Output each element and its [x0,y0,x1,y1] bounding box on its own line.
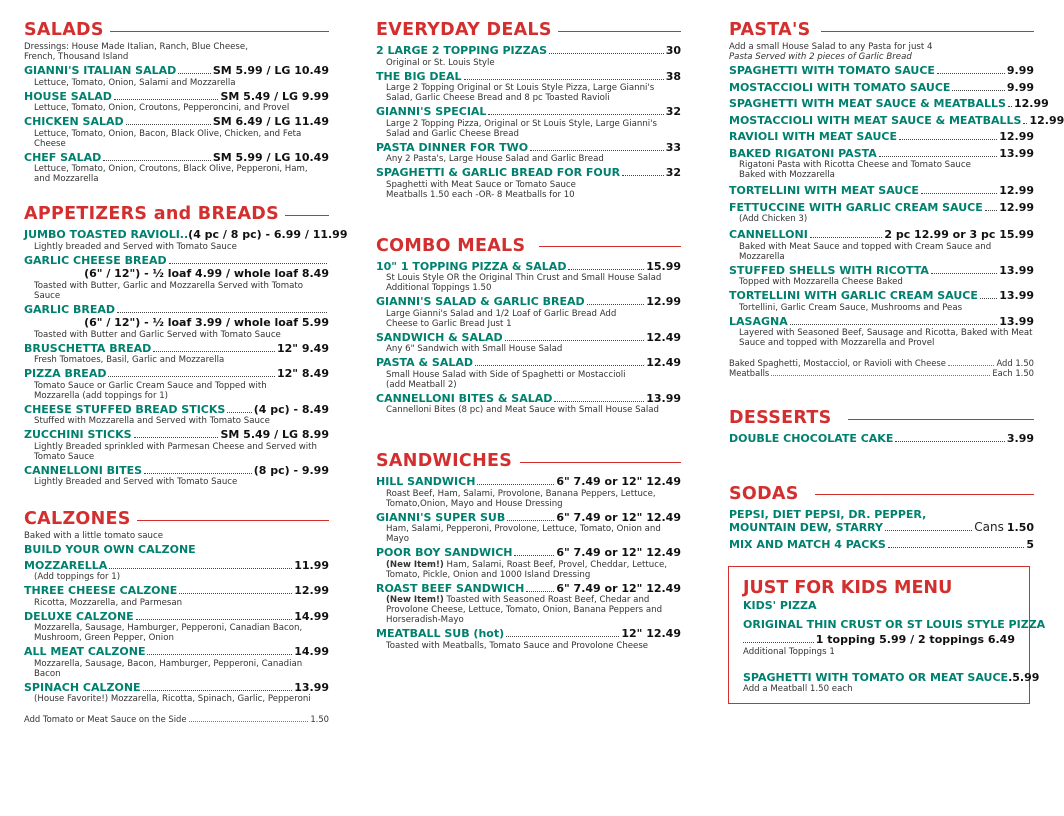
item-name: SPAGHETTI WITH TOMATO SAUCE [729,64,935,77]
item-name: SPAGHETTI WITH TOMATO OR MEAT SAUCE [743,670,1009,684]
item-price: 6" 7.49 or 12" 12.49 [556,581,681,595]
item-desc: Stuffed with Mozzarella and Served with Tomato Sauce [34,416,270,426]
everyday-list [376,44,681,200]
column-right [729,18,1064,551]
item-desc: Original or St. Louis Style [386,57,495,68]
item-price: 33 [665,140,681,154]
kids-menu-box [728,566,1046,704]
item-name: MOSTACCIOLI WITH TOMATO SAUCE [729,80,951,94]
calzones-header [24,507,329,531]
menu-item [729,184,1034,198]
item-desc: Lightly Breaded and Served with Tomato Sauce [34,477,238,487]
divider [285,215,329,216]
menu-item [24,151,329,185]
item-name: MIX AND MATCH 4 PACKS [729,537,886,551]
item-desc: Lettuce, Tomato, Onion, Croutons, Pepperoncini, and Provel [34,103,290,113]
item-price: 12.99 [1013,97,1049,110]
menu-item [729,432,1034,446]
item-desc: (Add toppings for 1) [34,572,121,582]
item-price: 12" 8.49 [276,367,329,380]
menu-item [24,645,329,679]
menu-item [24,464,329,488]
item-price: 13.99 [999,146,1034,160]
menu-item [376,105,681,139]
item-desc: Large 2 Topping Original or St Louis Style Pizza, Large Gianni's Salad, Garlic Cheese Bread and 8 pc Toasted Ravioli [386,83,655,103]
menu-item [376,141,681,165]
item-desc: Cannelloni Bites (8 pc) and Meat Sauce with Small House Salad [386,405,659,415]
item-price: 9.99 [1006,64,1034,77]
item-name: CANNELLONI BITES [24,463,143,477]
menu-item [24,610,329,644]
item-price: 13.99 [999,263,1034,277]
menu-item [729,289,1034,313]
appetizers-title: APPETIZERS and BREADS [24,204,280,224]
item-price: (8 pc) - 9.99 [253,463,329,477]
menu-item [729,147,1034,181]
item-name: GIANNI'S SPECIAL [376,105,487,118]
combo-title: COMBO MEALS [376,235,526,256]
item-name: SPINACH CALZONE [24,680,141,694]
item-desc: Large 2 Topping Pizza, Original or St Louis Style, Large Gianni's Salad and Garlic Cheese Bread [386,118,657,139]
menu-item [729,508,1034,535]
item-price: 12.99 [646,295,681,308]
item-desc: (New Item!) Ham, Salami, Roast Beef, Provel, Cheddar, Lettuce, Tomato, Pickle, Onion and 1000 Island Dressing [386,559,667,580]
item-name: CHEF SALAD [24,150,102,164]
item-price: 12.99 [294,584,329,597]
menu-item [729,538,1034,552]
item-price: 12.99 [999,184,1034,197]
item-price: 2 pc 12.99 or 3 pc 15.99 [884,228,1034,241]
cans-label: Cans [974,520,1004,534]
salads-title: SALADS [24,20,104,40]
item-name: SANDWICH & SALAD [376,330,503,344]
item-desc: Roast Beef, Ham, Salami, Provolone, Banana Peppers, Lettuce, Tomato,Onion, Mayo and House Dressing [386,488,656,509]
calzones-title: CALZONES [24,509,131,529]
salads-note: Dressings: House Made Italian, Ranch, Blue Cheese, French, Thousand Island [24,42,248,62]
item-name: CHEESE STUFFED BREAD STICKS [24,402,226,416]
pasta-title: PASTA'S [729,20,811,40]
item-desc: Fresh Tomatoes, Basil, Garlic and Mozzarella [34,355,225,365]
item-name: PEPSI, DIET PEPSI, DR. PEPPER, [729,507,927,521]
item-desc: Lettuce, Tomato, Onion, Bacon, Black Olive, Chicken, and Feta Cheese [34,128,302,149]
item-desc: Topped with Mozzarella Cheese Baked [739,277,903,287]
item-name: PASTA & SALAD [376,356,473,369]
menu-item [729,264,1034,288]
kids-subtitle: KIDS' PIZZA [743,599,817,612]
item-price: 12.99 [999,130,1034,143]
menu-item [24,403,329,427]
item-name: GARLIC CHEESE BREAD [24,253,167,267]
item-price: 13.99 [294,680,329,694]
item-price: 38 [665,69,681,83]
item-desc: Toasted with Butter and Garlic Served with Tomato Sauce [34,329,281,340]
item-desc: Large Gianni's Salad and 1/2 Loaf of Garlic Bread Add Cheese to Garlic Bread Just 1 [386,308,617,329]
item-price: SM 5.99 / LG 10.49 [212,64,329,77]
menu-item [24,254,329,301]
item-price: 5 [1026,537,1034,551]
pasta-note: Add a small House Salad to any Pasta for just 4 [729,42,933,52]
item-desc: Lightly breaded and Served with Tomato Sauce [34,241,237,252]
divider [110,31,329,32]
menu-item [24,303,329,340]
menu-item [376,70,681,104]
menu-item [376,166,681,200]
item-name: ALL MEAT CALZONE [24,645,146,658]
menu-item [729,64,1034,78]
column-middle [376,18,681,651]
item-desc: St Louis Style OR the Original Thin Crust and Small House Salad Additional Toppings 1.50 [386,273,662,293]
salads-list [24,64,329,184]
item-name: RAVIOLI WITH MEAT SAUCE [729,130,897,143]
appetizers-header [24,202,329,226]
item-price: (4 pc / 8 pc) - 6.99 / 11.99 [188,228,348,241]
item-price: 6" 7.49 or 12" 12.49 [556,475,681,488]
divider [539,246,681,247]
menu-item [24,90,329,114]
item-desc: Additional Toppings 1 [743,646,835,657]
menu-item [376,546,681,580]
item-name: JUMBO TOASTED RAVIOLI.. [24,228,189,241]
item-price: SM 5.99 / LG 10.49 [212,150,329,164]
item-name: GIANNI'S SUPER SUB [376,510,506,524]
divider [848,419,1035,420]
item-name: MEATBALL SUB (hot) [376,627,505,640]
item-desc: (New Item!) Toasted with Seasoned Roast Beef, Chedar and Provolone Cheese, Lettuce, Tomato, Onion, Banana Peppers and Horseradish-Mayo [386,595,663,625]
item-name: LASAGNA [729,314,788,328]
item-name: ZUCCHINI STICKS [24,428,132,441]
pasta-list [729,64,1064,348]
item-desc: Any 6" Sandwich with Small House Salad [386,344,563,354]
menu-item [729,81,1034,95]
item-name: 2 LARGE 2 TOPPING PIZZAS [376,44,548,57]
divider [821,31,1034,32]
menu-item [729,130,1034,144]
item-desc: Lettuce, Tomato, Onion, Salami and Mozzarella [34,77,236,88]
item-name: ROAST BEEF SANDWICH [376,581,525,595]
sandwiches-list [376,475,681,651]
item-name: PASTA DINNER FOR TWO [376,140,529,154]
sodas-header [729,482,1034,506]
item-desc: Ricotta, Mozzarella, and Parmesan [34,597,183,608]
item-name: ORIGINAL THIN CRUST OR ST LOUIS STYLE PIZZA [743,617,1046,631]
sandwiches-header [376,449,681,473]
everyday-title: EVERYDAY DEALS [376,20,552,40]
menu-item [376,392,681,416]
item-desc: (House Favorite!) Mozzarella, Ricotta, Spinach, Garlic, Pepperoni [34,694,311,704]
everyday-header [376,18,681,42]
menu-item [24,64,329,88]
item-name: STUFFED SHELLS WITH RICOTTA [729,263,929,277]
menu-item [24,228,348,252]
item-price: 11.99 [294,558,329,572]
item-price: 12" 12.49 [621,627,681,640]
item-name: GIANNI'S ITALIAN SALAD [24,64,177,77]
item-price: 32 [665,166,681,179]
menu-item [376,260,681,294]
item-name: SPAGHETTI WITH MEAT SAUCE & MEATBALLS [729,97,1006,110]
divider [137,520,329,521]
item-price: 1.50 [1006,521,1034,534]
item-price: 13.99 [646,391,681,405]
item-desc: Lettuce, Tomato, Onion, Croutons, Black Olive, Pepperoni, Ham, and Mozzarella [34,164,308,184]
desserts-header [729,406,1034,430]
item-name: PIZZA BREAD [24,367,107,380]
item-price: 12" 9.49 [276,341,329,355]
item-name: 10" 1 TOPPING PIZZA & SALAD [376,259,567,273]
calzones-note: Baked with a little tomato sauce [24,531,164,541]
menu-item [24,584,329,608]
calzone-extra: Add Tomato or Meat Sauce on the Side 1.50 [24,714,329,724]
item-desc: Small House Salad with Side of Spaghetti or Mostaccioli (add Meatball 2) [386,369,626,390]
item-name: MOZZARELLA [24,558,108,572]
menu-item [729,113,1064,128]
menu-item [376,582,681,626]
item-price: SM 6.49 / LG 11.49 [212,115,329,128]
item-price: 12.99 [999,200,1034,214]
item-price: 12.99 [1029,113,1064,127]
calzones-list [24,559,329,705]
item-desc: Toasted with Meatballs, Tomato Sauce and Provolone Cheese [386,640,649,651]
item-price: 14.99 [294,645,329,658]
item-name: HILL SANDWICH [376,475,476,488]
item-desc: Spaghetti with Meat Sauce or Tomato Sauce Meatballs 1.50 each -OR- 8 Meatballs for 10 [386,179,576,200]
combo-list [376,260,681,416]
item-name: GARLIC BREAD [24,302,116,316]
pasta-note-italic: Pasta Served with 2 pieces of Garlic Bread [729,52,912,62]
item-desc: Mozzarella, Sausage, Hamburger, Pepperoni, Canadian Bacon, Mushroom, Green Pepper, Onion [34,623,303,643]
item-name: TORTELLINI WITH MEAT SAUCE [729,184,919,197]
item-name: CANNELLONI [729,228,808,241]
item-name: FETTUCCINE WITH GARLIC CREAM SAUCE [729,200,983,214]
item-name: THREE CHEESE CALZONE [24,584,178,597]
menu-item [24,115,329,149]
combo-header [376,234,681,258]
item-price: (6" / 12") - ½ loaf 4.99 / whole loaf 8.49 [84,267,329,280]
kids-title: JUST FOR KIDS MENU [743,578,953,598]
item-desc: Any 2 Pasta's, Large House Salad and Garlic Bread [386,154,604,164]
salads-header [24,18,329,42]
item-name: THE BIG DEAL [376,69,462,83]
divider [558,31,681,32]
divider [520,462,681,463]
item-desc: Toasted with Butter, Garlic and Mozzarella Served with Tomato Sauce [34,280,304,301]
divider [815,494,1034,495]
item-price: 3.99 [1006,432,1034,445]
menu-item [376,295,681,329]
item-desc: Tortellini, Garlic Cream Sauce, Mushrooms and Peas [739,302,963,313]
item-name: HOUSE SALAD [24,89,112,103]
menu-item [376,356,681,390]
item-price: .5.99 [1008,670,1040,684]
item-price: 9.99 [1006,80,1034,94]
item-price: 13.99 [999,314,1034,328]
item-desc: Rigatoni Pasta with Ricotta Cheese and Tomato Sauce Baked with Mozzarella [739,160,971,180]
menu-item [24,428,329,462]
extra-row: Meatballs Each 1.50 [729,368,1034,378]
item-desc: (Add Chicken 3) [739,214,808,224]
item-price: 14.99 [294,609,329,623]
sodas-title: SODAS [729,483,799,504]
column-left [24,18,348,724]
item-name: POOR BOY SANDWICH [376,546,513,559]
item-price: 12.49 [646,356,681,369]
item-price: 6" 7.49 or 12" 12.49 [556,510,681,524]
item-name: MOUNTAIN DEW, STARRY [729,521,884,534]
menu-item [729,228,1034,262]
item-price: 1 topping 5.99 / 2 toppings 6.49 [815,633,1015,646]
item-price: (4 pc) - 8.49 [253,402,329,416]
pasta-header [729,18,1034,42]
desserts-title: DESSERTS [729,408,832,428]
menu-item [729,315,1034,349]
item-name: MOSTACCIOLI WITH MEAT SAUCE & MEATBALLS [729,113,1022,127]
menu-item [729,201,1034,225]
item-desc: Mozzarella, Sausage, Bacon, Hamburger, Pepperoni, Canadian Bacon [34,658,303,679]
menu-item [376,627,681,651]
item-price: 32 [665,105,681,118]
item-desc: Add a Meatball 1.50 each [743,684,853,694]
item-desc: Lightly Breaded sprinkled with Parmesan Cheese and Served with Tomato Sauce [34,441,317,462]
item-price: SM 5.49 / LG 8.99 [220,428,329,441]
item-price: 13.99 [999,289,1034,302]
item-price: SM 5.49 / LG 9.99 [220,89,329,103]
item-name: SPAGHETTI & GARLIC BREAD FOR FOUR [376,166,621,179]
item-price: 6" 7.49 or 12" 12.49 [556,546,681,559]
item-name: CHICKEN SALAD [24,115,124,128]
menu-item [729,97,1049,111]
menu-item [24,559,329,583]
item-price: 15.99 [646,259,681,273]
menu-item [24,342,329,366]
menu-item [376,475,681,509]
item-name: CANNELLONI BITES & SALAD [376,391,553,405]
item-name: DOUBLE CHOCOLATE CAKE [729,432,894,445]
item-name: TORTELLINI WITH GARLIC CREAM SAUCE [729,289,978,302]
extra-row: Baked Spaghetti, Mostacciol, or Ravioli with Cheese Add 1.50 [729,358,1034,368]
build-your-own: BUILD YOUR OWN CALZONE [24,543,196,556]
sandwiches-title: SANDWICHES [376,451,513,471]
item-desc: Layered with Seasoned Beef, Sausage and Ricotta, Baked with Meat Sauce and topped with Mozzarella and Provel [739,328,1033,348]
menu-item [376,331,681,355]
item-name: GIANNI'S SALAD & GARLIC BREAD [376,295,585,308]
menu-item [376,511,681,545]
item-desc: Tomato Sauce or Garlic Cream Sauce and Topped with Mozzarella (add toppings for 1) [34,380,267,401]
item-name: BRUSCHETTA BREAD [24,341,152,355]
item-name: BAKED RIGATONI PASTA [729,146,877,160]
pasta-extras [729,358,1034,378]
item-price: 30 [665,44,681,57]
item-desc: Baked with Meat Sauce and topped with Cream Sauce and Mozzarella [739,241,992,262]
item-name: DELUXE CALZONE [24,609,134,623]
menu-item [376,44,681,68]
item-desc: Ham, Salami, Pepperoni, Provolone, Lettuce, Tomato, Onion and Mayo [386,524,661,544]
appetizers-list [24,228,348,487]
item-price: 12.49 [646,330,681,344]
menu-item [24,681,329,705]
menu-item [24,367,329,401]
item-price: (6" / 12") - ½ loaf 3.99 / whole loaf 5.99 [84,316,329,329]
